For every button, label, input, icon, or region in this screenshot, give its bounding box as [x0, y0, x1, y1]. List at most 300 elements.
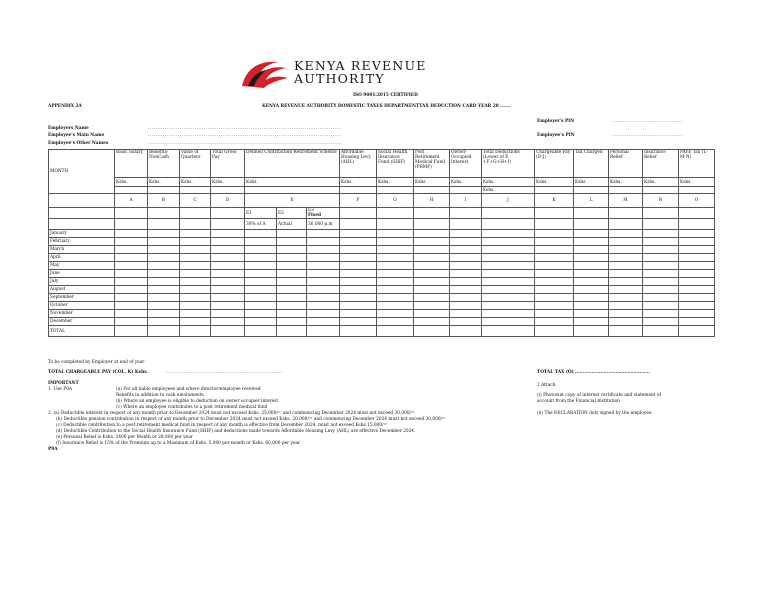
employer-name-label: Employers Name	[48, 126, 89, 131]
entry-cell[interactable]	[609, 318, 643, 326]
entry-cell[interactable]	[148, 278, 180, 286]
entry-cell[interactable]	[643, 262, 679, 270]
employer-pin-field[interactable]: ......................................	[612, 119, 683, 124]
entry-cell[interactable]	[574, 246, 609, 254]
employee-main-name-field[interactable]: ........................................................................................................	[148, 133, 343, 138]
entry-cell[interactable]	[535, 318, 574, 326]
entry-cell[interactable]	[148, 286, 180, 294]
attach-item-i-cont: account from the Financial Institution	[537, 399, 620, 404]
entry-cell[interactable]	[609, 254, 643, 262]
entry-cell[interactable]	[679, 318, 715, 326]
entry-cell[interactable]	[679, 262, 715, 270]
blank-cell	[148, 219, 180, 230]
entry-cell[interactable]	[245, 230, 277, 238]
entry-cell[interactable]	[245, 262, 277, 270]
entry-cell[interactable]	[574, 294, 609, 302]
entry-cell[interactable]	[115, 246, 148, 254]
entry-cell[interactable]	[148, 310, 180, 318]
total-cell[interactable]	[340, 326, 377, 337]
entry-cell[interactable]	[115, 294, 148, 302]
unit-cell: Kshs.	[609, 178, 643, 187]
entry-cell[interactable]	[211, 310, 245, 318]
e-sub-code-label: E2	[278, 210, 284, 216]
entry-cell[interactable]	[535, 302, 574, 310]
entry-cell[interactable]	[211, 230, 245, 238]
entry-cell[interactable]	[277, 302, 307, 310]
entry-cell[interactable]	[414, 278, 450, 286]
entry-cell[interactable]	[609, 294, 643, 302]
entry-cell[interactable]	[482, 238, 535, 246]
entry-cell[interactable]	[211, 262, 245, 270]
blank-cell	[49, 194, 115, 208]
entry-cell[interactable]	[574, 318, 609, 326]
column-letter-n: N	[643, 194, 679, 208]
attach-item-ii: (ii) The DECLARATION duly signed by the employee.	[537, 411, 653, 416]
entry-cell[interactable]	[643, 246, 679, 254]
entry-cell[interactable]	[211, 286, 245, 294]
entry-cell[interactable]	[482, 310, 535, 318]
total-cell[interactable]	[307, 326, 340, 337]
table-row	[49, 246, 715, 254]
entry-cell[interactable]	[115, 278, 148, 286]
entry-cell[interactable]	[377, 286, 414, 294]
blank-cell	[49, 208, 115, 219]
entry-cell[interactable]	[211, 278, 245, 286]
blank-cell	[414, 219, 450, 230]
month-label: July	[49, 278, 115, 286]
blank-cell	[643, 219, 679, 230]
entry-cell[interactable]	[180, 310, 211, 318]
blank-cell	[535, 208, 574, 219]
entry-cell[interactable]	[307, 278, 340, 286]
total-cell[interactable]	[679, 326, 715, 337]
total-cell[interactable]	[148, 326, 180, 337]
column-letter-d: D	[211, 194, 245, 208]
entry-cell[interactable]	[180, 302, 211, 310]
entry-cell[interactable]	[180, 262, 211, 270]
entry-cell[interactable]	[574, 270, 609, 278]
entry-cell[interactable]	[679, 294, 715, 302]
entry-cell[interactable]	[414, 318, 450, 326]
entry-cell[interactable]	[180, 270, 211, 278]
entry-cell[interactable]	[679, 286, 715, 294]
entry-cell[interactable]	[609, 230, 643, 238]
entry-cell[interactable]	[115, 302, 148, 310]
entry-cell[interactable]	[643, 230, 679, 238]
entry-cell[interactable]	[535, 310, 574, 318]
entry-cell[interactable]	[377, 246, 414, 254]
entry-cell[interactable]	[643, 318, 679, 326]
entry-cell[interactable]	[377, 302, 414, 310]
entry-cell[interactable]	[307, 318, 340, 326]
entry-cell[interactable]	[609, 246, 643, 254]
entry-cell[interactable]	[643, 310, 679, 318]
total-cell[interactable]	[414, 326, 450, 337]
entry-cell[interactable]	[307, 310, 340, 318]
entry-cell[interactable]	[277, 262, 307, 270]
total-cell[interactable]	[643, 326, 679, 337]
entry-cell[interactable]	[377, 270, 414, 278]
blank-cell	[340, 208, 377, 219]
employer-name-field[interactable]: ........................................................................................................	[148, 126, 343, 131]
column-header-j: Total Deductions (Lower of E +F+G+H+I)	[482, 150, 535, 178]
entry-cell[interactable]	[679, 270, 715, 278]
entry-cell[interactable]	[307, 270, 340, 278]
entry-cell[interactable]	[245, 302, 277, 310]
column-header-h: Post Retirement Medical Fund (PRMF)	[414, 150, 450, 178]
entry-cell[interactable]	[450, 294, 482, 302]
entry-cell[interactable]	[643, 302, 679, 310]
form-title: KENYA REVENUE AUTHORITY DOMESTIC TAXES DEPARTMENTTAX DEDUCTION CARD YEAR 20 .......	[262, 104, 511, 109]
unit-cell: Kshs.	[574, 178, 609, 187]
entry-cell[interactable]	[180, 294, 211, 302]
entry-cell[interactable]	[574, 262, 609, 270]
table-row	[49, 262, 715, 270]
entry-cell[interactable]	[340, 230, 377, 238]
entry-cell[interactable]	[535, 238, 574, 246]
note-2d: (d) Deductible Contribution to the Social Health Insurance Fund (SHIF) and deductions made towards Affordable Housing Levy (AHL) are effective December 2024	[56, 429, 415, 434]
entry-cell[interactable]	[277, 310, 307, 318]
total-cell[interactable]	[574, 326, 609, 337]
entry-cell[interactable]	[245, 286, 277, 294]
total-cell[interactable]	[535, 326, 574, 337]
entry-cell[interactable]	[180, 318, 211, 326]
entry-cell[interactable]	[679, 302, 715, 310]
entry-cell[interactable]	[609, 262, 643, 270]
entry-cell[interactable]	[679, 278, 715, 286]
unit-cell: Kshs.	[180, 178, 211, 187]
entry-cell[interactable]	[277, 294, 307, 302]
entry-cell[interactable]	[180, 230, 211, 238]
month-label: March	[49, 246, 115, 254]
appendix-label: APPENDIX 2A	[48, 104, 82, 109]
column-header-a: Basic Salary	[115, 150, 148, 178]
entry-cell[interactable]	[414, 302, 450, 310]
note-b: (b) Where an employee is eligible to deduction on owner occupier interest.	[116, 399, 280, 404]
entry-cell[interactable]	[643, 238, 679, 246]
total-cell[interactable]	[377, 326, 414, 337]
entry-cell[interactable]	[180, 246, 211, 254]
entry-cell[interactable]	[414, 310, 450, 318]
total-cell[interactable]	[211, 326, 245, 337]
entry-cell[interactable]	[211, 302, 245, 310]
entry-cell[interactable]	[535, 286, 574, 294]
column-header-d: Total Gross Pay	[211, 150, 245, 178]
entry-cell[interactable]	[211, 254, 245, 262]
total-cell[interactable]	[450, 326, 482, 337]
entry-cell[interactable]	[377, 310, 414, 318]
entry-cell[interactable]	[245, 238, 277, 246]
total-cell[interactable]	[482, 326, 535, 337]
entry-cell[interactable]	[377, 262, 414, 270]
entry-cell[interactable]	[180, 286, 211, 294]
entry-cell[interactable]	[277, 254, 307, 262]
entry-cell[interactable]	[535, 278, 574, 286]
total-cell[interactable]	[115, 326, 148, 337]
entry-cell[interactable]	[340, 262, 377, 270]
entry-cell[interactable]	[245, 318, 277, 326]
entry-cell[interactable]	[115, 310, 148, 318]
employee-pin-field[interactable]: ......................................	[612, 133, 683, 138]
note-2f: (f) Insurance Relief is 15% of the Premium up to a Maximum of Kshs. 5,000 per month or Kshs. 60,000 per year	[56, 441, 301, 446]
entry-cell[interactable]	[148, 270, 180, 278]
column-header-i: Owner-Occupied Interest	[450, 150, 482, 178]
entry-cell[interactable]	[115, 270, 148, 278]
entry-cell[interactable]	[450, 246, 482, 254]
entry-cell[interactable]	[535, 262, 574, 270]
entry-cell[interactable]	[307, 302, 340, 310]
entry-cell[interactable]	[277, 286, 307, 294]
total-cell[interactable]	[277, 326, 307, 337]
total-cell[interactable]	[245, 326, 277, 337]
entry-cell[interactable]	[414, 246, 450, 254]
entry-cell[interactable]	[277, 318, 307, 326]
blank-cell	[609, 208, 643, 219]
entry-cell[interactable]	[450, 278, 482, 286]
entry-cell[interactable]	[307, 254, 340, 262]
entry-cell[interactable]	[414, 262, 450, 270]
entry-cell[interactable]	[482, 230, 535, 238]
entry-cell[interactable]	[482, 254, 535, 262]
entry-cell[interactable]	[377, 238, 414, 246]
entry-cell[interactable]	[609, 270, 643, 278]
entry-cell[interactable]	[679, 246, 715, 254]
entry-cell[interactable]	[414, 286, 450, 294]
entry-cell[interactable]	[450, 286, 482, 294]
entry-cell[interactable]	[482, 318, 535, 326]
entry-cell[interactable]	[340, 254, 377, 262]
e-sub-code-label: E3	[308, 208, 314, 213]
entry-cell[interactable]	[245, 278, 277, 286]
entry-cell[interactable]	[535, 254, 574, 262]
entry-cell[interactable]	[340, 286, 377, 294]
entry-cell[interactable]	[679, 238, 715, 246]
entry-cell[interactable]	[450, 318, 482, 326]
entry-cell[interactable]	[450, 254, 482, 262]
use-p9a-note: 1. Use P9A	[48, 387, 72, 392]
entry-cell[interactable]	[679, 310, 715, 318]
note-c: (c) Where an employee contributes to a post retirement medical fund	[116, 405, 268, 410]
entry-cell[interactable]	[340, 318, 377, 326]
entry-cell[interactable]	[535, 246, 574, 254]
table-row	[49, 270, 715, 278]
entry-cell[interactable]	[377, 254, 414, 262]
entry-cell[interactable]	[148, 254, 180, 262]
spacer-cell	[450, 187, 482, 194]
entry-cell[interactable]	[482, 262, 535, 270]
blank-cell	[49, 219, 115, 230]
entry-cell[interactable]	[450, 238, 482, 246]
entry-cell[interactable]	[277, 270, 307, 278]
entry-cell[interactable]	[450, 310, 482, 318]
month-label: May	[49, 262, 115, 270]
entry-cell[interactable]	[414, 254, 450, 262]
entry-cell[interactable]	[482, 286, 535, 294]
note-a: (a) For all liable employees and where director/employee received	[116, 387, 261, 392]
entry-cell[interactable]	[340, 278, 377, 286]
entry-cell[interactable]	[482, 302, 535, 310]
entry-cell[interactable]	[340, 270, 377, 278]
entry-cell[interactable]	[277, 278, 307, 286]
entry-cell[interactable]	[245, 270, 277, 278]
entry-cell[interactable]	[535, 294, 574, 302]
entry-cell[interactable]	[211, 238, 245, 246]
entry-cell[interactable]	[148, 246, 180, 254]
entry-cell[interactable]	[277, 246, 307, 254]
entry-cell[interactable]	[307, 294, 340, 302]
entry-cell[interactable]	[148, 294, 180, 302]
entry-cell[interactable]	[211, 294, 245, 302]
entry-cell[interactable]	[574, 286, 609, 294]
entry-cell[interactable]	[450, 270, 482, 278]
entry-cell[interactable]	[148, 302, 180, 310]
entry-cell[interactable]	[307, 238, 340, 246]
entry-cell[interactable]	[211, 270, 245, 278]
entry-cell[interactable]	[307, 230, 340, 238]
entry-cell[interactable]	[414, 238, 450, 246]
entry-cell[interactable]	[277, 238, 307, 246]
entry-cell[interactable]	[245, 310, 277, 318]
month-label: April	[49, 254, 115, 262]
unit-cell-j: Kshs.	[482, 187, 535, 194]
total-cell[interactable]	[609, 326, 643, 337]
entry-cell[interactable]	[340, 302, 377, 310]
entry-cell[interactable]	[450, 230, 482, 238]
column-letter-j: J	[482, 194, 535, 208]
entry-cell[interactable]	[574, 278, 609, 286]
entry-cell[interactable]	[340, 238, 377, 246]
entry-cell[interactable]	[211, 246, 245, 254]
blank-cell	[180, 208, 211, 219]
entry-cell[interactable]	[482, 270, 535, 278]
column-letter-m: M	[609, 194, 643, 208]
column-letter-f: F	[340, 194, 377, 208]
entry-cell[interactable]	[377, 278, 414, 286]
entry-cell[interactable]	[679, 230, 715, 238]
entry-cell[interactable]	[643, 254, 679, 262]
note-2a: 2. (a) Deductible interest in respect of any month prior to December 2024 must not exceed Kshs. 25,000/= and commencing December 2024 must not exceed 30,000/=	[48, 411, 415, 416]
entry-cell[interactable]	[148, 230, 180, 238]
unit-cell: Kshs.	[414, 178, 450, 187]
total-chargeable-field[interactable]: ..............................................................	[167, 370, 283, 375]
entry-cell[interactable]	[643, 270, 679, 278]
spacer-cell	[377, 187, 414, 194]
unit-cell: Kshs.	[679, 178, 715, 187]
entry-cell[interactable]	[148, 262, 180, 270]
entry-cell[interactable]	[609, 286, 643, 294]
entry-cell[interactable]	[115, 238, 148, 246]
attach-heading: 2.Attach	[537, 383, 556, 388]
month-label: February	[49, 238, 115, 246]
entry-cell[interactable]	[245, 254, 277, 262]
entry-cell[interactable]	[574, 238, 609, 246]
entry-cell[interactable]	[277, 230, 307, 238]
entry-cell[interactable]	[643, 286, 679, 294]
unit-cell: Kshs.	[377, 178, 414, 187]
column-letter-a: A	[115, 194, 148, 208]
entry-cell[interactable]	[535, 270, 574, 278]
entry-cell[interactable]	[307, 246, 340, 254]
total-label: TOTAL	[49, 326, 115, 337]
entry-cell[interactable]	[115, 230, 148, 238]
total-cell[interactable]	[180, 326, 211, 337]
entry-cell[interactable]	[245, 294, 277, 302]
entry-cell[interactable]	[307, 262, 340, 270]
entry-cell[interactable]	[574, 302, 609, 310]
entry-cell[interactable]	[180, 238, 211, 246]
entry-cell[interactable]	[535, 230, 574, 238]
entry-cell[interactable]	[679, 254, 715, 262]
entry-cell[interactable]	[340, 310, 377, 318]
entry-cell[interactable]	[414, 270, 450, 278]
entry-cell[interactable]	[180, 278, 211, 286]
entry-cell[interactable]	[115, 318, 148, 326]
entry-cell[interactable]	[643, 278, 679, 286]
entry-cell[interactable]	[482, 294, 535, 302]
entry-cell[interactable]	[307, 286, 340, 294]
blank-cell	[115, 208, 148, 219]
entry-cell[interactable]	[482, 246, 535, 254]
entry-cell[interactable]	[377, 318, 414, 326]
entry-cell[interactable]	[450, 302, 482, 310]
entry-cell[interactable]	[609, 238, 643, 246]
blank-cell	[609, 219, 643, 230]
entry-cell[interactable]	[414, 230, 450, 238]
entry-cell[interactable]	[245, 246, 277, 254]
entry-cell[interactable]	[377, 294, 414, 302]
entry-cell[interactable]	[115, 262, 148, 270]
entry-cell[interactable]	[377, 230, 414, 238]
e-sub-desc-3: 30,000 p.m	[307, 219, 340, 230]
entry-cell[interactable]	[609, 302, 643, 310]
entry-cell[interactable]	[414, 294, 450, 302]
spacer-cell	[643, 187, 679, 194]
entry-cell[interactable]	[574, 254, 609, 262]
employer-pin-label: Employer's PIN	[537, 119, 575, 124]
entry-cell[interactable]	[148, 238, 180, 246]
entry-cell[interactable]	[340, 294, 377, 302]
entry-cell[interactable]	[609, 310, 643, 318]
column-header-f: Affordable Housing Levy (AHL)	[340, 150, 377, 178]
employee-other-names-field[interactable]: ........................................................................................................	[148, 141, 343, 146]
table-row	[49, 278, 715, 286]
entry-cell[interactable]	[340, 246, 377, 254]
important-heading: IMPORTANT	[48, 381, 79, 386]
spacer-cell	[340, 187, 377, 194]
entry-cell[interactable]	[450, 262, 482, 270]
note-2e: (e) Personal Relief is Kshs. 2400 per Month or 28,800 per year	[56, 435, 193, 440]
entry-cell[interactable]	[574, 230, 609, 238]
table-row	[49, 318, 715, 326]
entry-cell[interactable]	[609, 278, 643, 286]
entry-cell[interactable]	[115, 286, 148, 294]
entry-cell[interactable]	[211, 318, 245, 326]
entry-cell[interactable]	[643, 294, 679, 302]
table-row	[49, 254, 715, 262]
e-sub-code-1	[245, 208, 277, 219]
unit-cell: Kshs.	[211, 178, 245, 187]
column-header-b: Benefits-NonCash	[148, 150, 180, 178]
entry-cell[interactable]	[115, 254, 148, 262]
column-header-e: Defined Contribution Retirement Scheme	[245, 150, 340, 178]
entry-cell[interactable]	[180, 254, 211, 262]
blank-cell	[482, 219, 535, 230]
entry-cell[interactable]	[574, 310, 609, 318]
entry-cell[interactable]	[482, 278, 535, 286]
month-label: January	[49, 230, 115, 238]
entry-cell[interactable]	[148, 318, 180, 326]
spacer-cell	[180, 187, 211, 194]
